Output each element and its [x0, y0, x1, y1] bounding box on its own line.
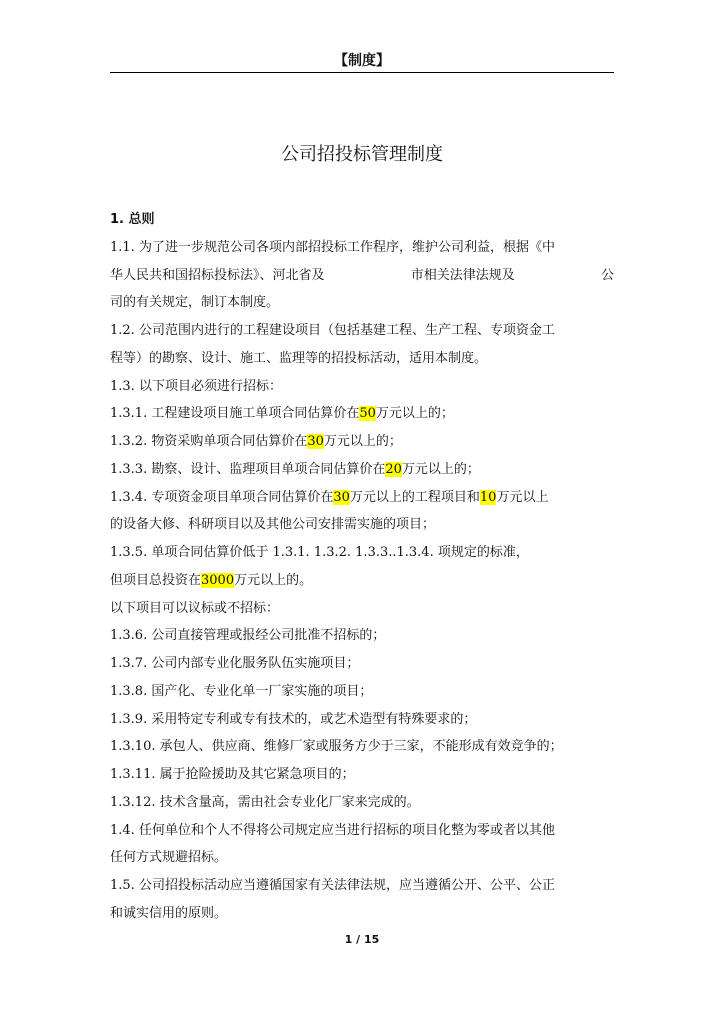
paragraph-line: 1.3.6. 公司直接管理或报经公司批准不招标的； — [110, 628, 386, 644]
text-segment: 1.3.3. 勘察、设计、监理项目单项合同估算价在 — [110, 461, 386, 477]
paragraph-line: 司的有关规定，制订本制度。 — [110, 295, 280, 311]
text-segment: 万元以上的工程项目和 — [349, 489, 480, 505]
highlighted-amount: 50 — [359, 406, 376, 422]
paragraph-line: 1.3.10. 承包人、供应商、维修厂家或服务方少于三家，不能形成有效竞争的； — [110, 739, 563, 755]
text-segment: 1.3.2. 物资采购单项合同估算价在 — [110, 434, 308, 449]
text-segment: 万元以上 — [496, 489, 549, 505]
paragraph-line: 任何方式规避招标。 — [110, 850, 228, 866]
paragraph-line — [110, 428, 614, 456]
paragraph-line: 1.3.8. 国产化、专业化单一厂家实施的项目； — [110, 683, 373, 699]
text-segment: 但项目总投资在 — [110, 572, 202, 588]
document-title: 公司招投标管理制度 — [281, 144, 443, 165]
paragraph-line: 1.3.12. 技术含量高，需由社会专业化厂家来完成的。 — [110, 794, 420, 810]
paragraph-line: 1.3.7. 公司内部专业化服务队伍实施项目； — [110, 656, 360, 671]
paragraph-line: 和诚实信用的原则。 — [110, 905, 228, 921]
paragraph-line: 以下项目可以议标或不招标： — [110, 600, 280, 616]
highlighted-amount: 3000 — [201, 572, 235, 588]
paragraph-line — [110, 400, 614, 428]
document-header: 【制度】 — [334, 53, 390, 69]
page-number: 1 / 15 — [344, 933, 380, 946]
text-segment: 万元以上的； — [401, 461, 480, 477]
paragraph-line — [110, 484, 614, 512]
paragraph-line: 的设备大修、科研项目以及其他公司安排需实施的项目； — [110, 517, 436, 533]
highlighted-amount: 30 — [307, 434, 324, 449]
header-divider — [110, 72, 614, 73]
text-segment: 万元以上的。 — [234, 572, 313, 588]
paragraph-line: 1.3.9. 采用特定专利或专有技术的，或艺术造型有特殊要求的； — [110, 711, 477, 727]
text-segment: 1.3.1. 工程建设项目施工单项合同估算价在 — [110, 406, 360, 422]
highlighted-amount: 20 — [385, 461, 402, 477]
paragraph-line: 1.4. 任何单位和个人不得将公司规定应当进行招标的项目化整为零或者以其他 — [110, 822, 555, 838]
text-segment: 万元以上的； — [323, 434, 402, 449]
highlighted-amount: 10 — [479, 489, 497, 505]
paragraph-line: 1.3.11. 属于抢险援助及其它紧急项目的； — [110, 767, 355, 782]
highlighted-amount: 30 — [333, 489, 350, 505]
section-heading: 1. 总则 — [110, 212, 155, 227]
paragraph-line — [110, 456, 614, 484]
paragraph-line — [110, 262, 614, 290]
paragraph-line: 1.3. 以下项目必须进行招标： — [110, 378, 282, 394]
paragraph-line — [110, 567, 614, 595]
paragraph-line: 1.2. 公司范围内进行的工程建设项目（包括基建工程、生产工程、专项资金工 — [110, 323, 555, 338]
text-segment: 1.3.4. 专项资金项目单项合同估算价在 — [110, 489, 334, 505]
paragraph-line: 1.3.5. 单项合同估算价低于 1.3.1. 1.3.2. 1.3.3..1.3.4. 项规定的标准， — [110, 545, 529, 560]
paragraph-line: 1.1. 为了进一步规范公司各项内部招投标工作程序，维护公司利益，根据《中 — [110, 239, 555, 255]
text-segment: 市相关法律法规及 — [410, 267, 515, 283]
text-segment: 华人民共和国招标投标法》、河北省及 — [110, 267, 325, 283]
text-segment: 万元以上的； — [375, 406, 454, 422]
text-segment: 公 — [600, 267, 614, 283]
document-body — [110, 206, 614, 928]
paragraph-line: 1.5. 公司招投标活动应当遵循国家有关法律法规，应当遵循公开、公平、公正 — [110, 878, 555, 893]
paragraph-line: 程等）的勘察、设计、施工、监理等的招投标活动，适用本制度。 — [110, 350, 488, 366]
